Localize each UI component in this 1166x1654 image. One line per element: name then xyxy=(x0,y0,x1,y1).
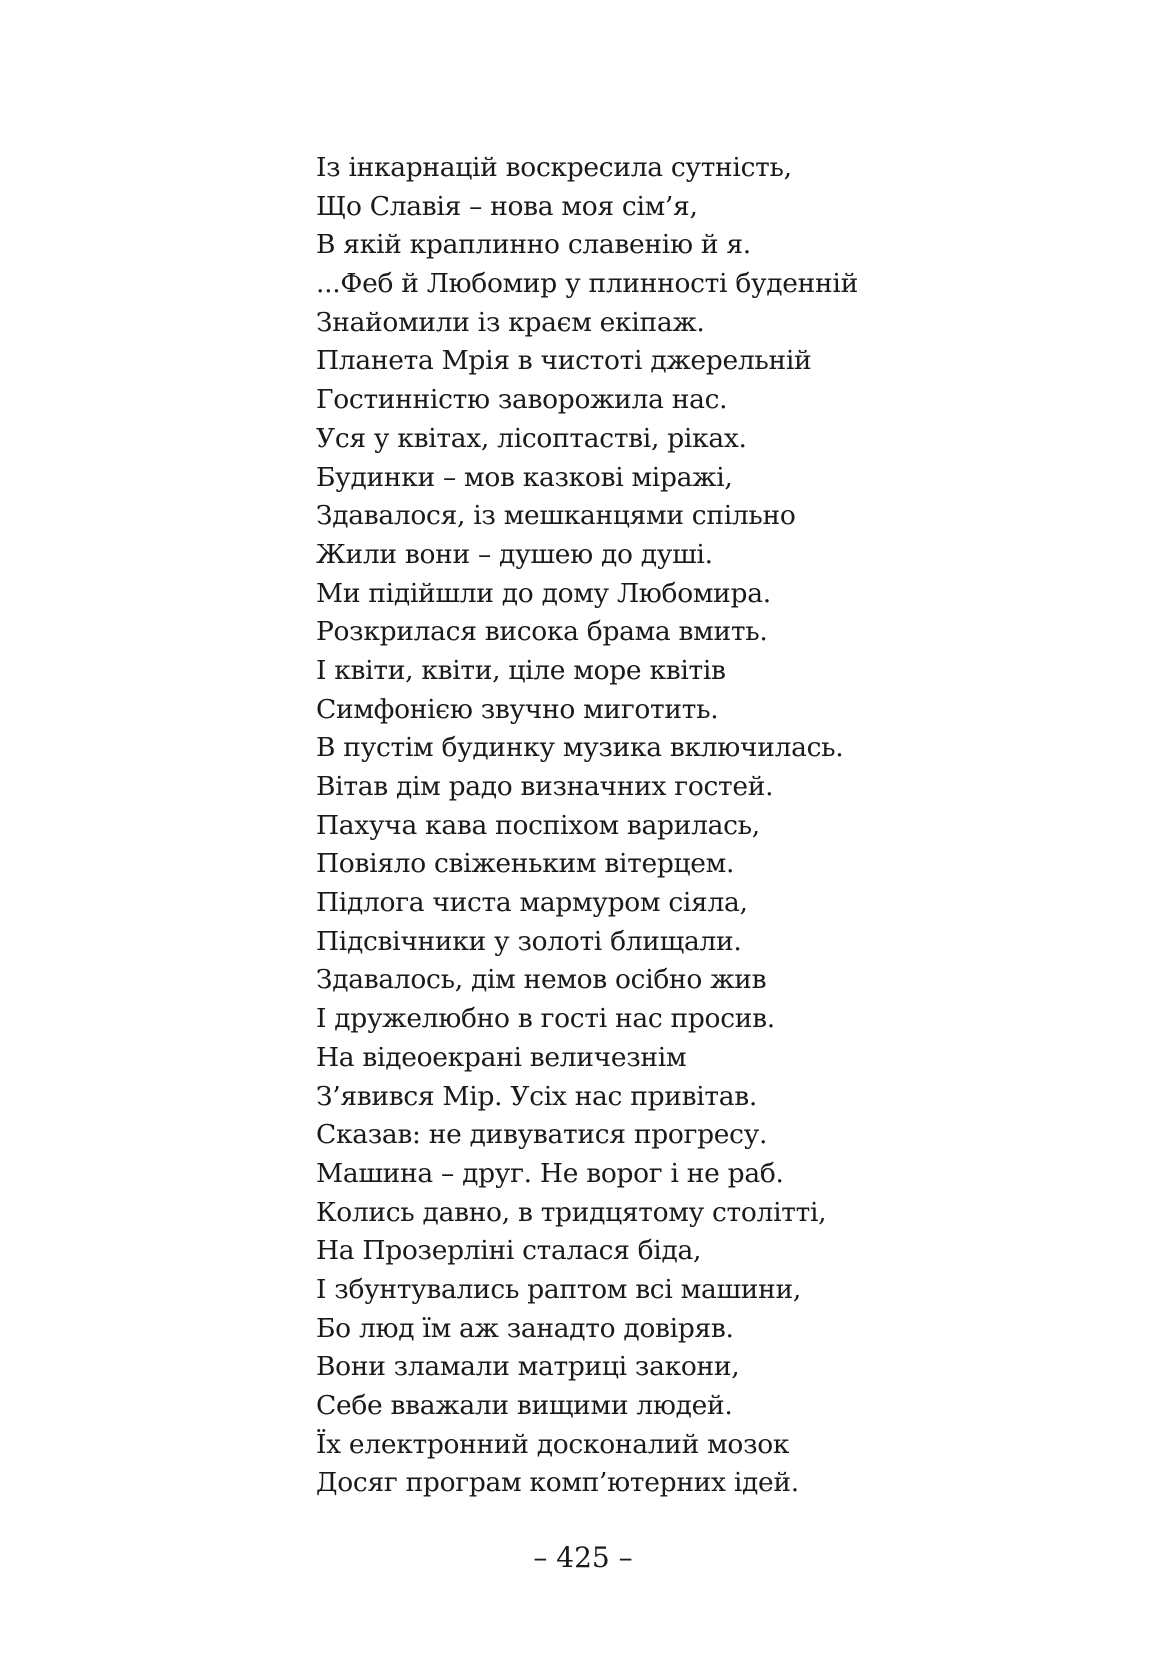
poem-line: Гостинністю заворожила нас. xyxy=(316,384,728,416)
poem-line: Уся у квітах, лісоптастві, ріках. xyxy=(316,422,747,454)
poem-line: Ми підійшли до дому Любомира. xyxy=(316,577,771,609)
poem-line: Здавалося, із мешканцями спільно xyxy=(316,500,796,532)
poem-line: Колись давно, в тридцятому столітті, xyxy=(316,1196,827,1228)
poem-line: Досяг програм комп’ютерних ідей. xyxy=(316,1467,799,1499)
poem-line: На Прозерліні сталася біда, xyxy=(316,1235,702,1267)
poem-line: Жили вони – душею до душі. xyxy=(316,538,713,570)
poem-line: Підлога чиста мармуром сіяла, xyxy=(316,887,748,919)
poem-line: Бо люд їм аж занадто довіряв. xyxy=(316,1312,734,1344)
poem-line: В якій краплинно славенію й я. xyxy=(316,229,751,261)
poem-line: Будинки – мов казкові міражі, xyxy=(316,461,733,493)
poem-line: Себе вважали вищими людей. xyxy=(316,1390,733,1421)
poem-line: Симфонією звучно миготить. xyxy=(316,693,719,725)
poem-line: ...Феб й Любомир у плинності буденній xyxy=(316,268,858,300)
poem-line: Повіяло свіженьким вітерцем. xyxy=(316,848,735,880)
poem-line: На відеоекрані величезнім xyxy=(316,1041,687,1073)
page-number: – 425 – xyxy=(533,1541,633,1574)
poem-line: Планета Мрія в чистоті джерельній xyxy=(316,345,812,377)
poem-line: І збунтувались раптом всі машини, xyxy=(316,1273,802,1305)
poem-line: Здавалось, дім немов осібно жив xyxy=(316,964,767,996)
poem-line: Знайомили із краєм екіпаж. xyxy=(316,306,705,338)
poem-line: Їх електронний досконалий мозок xyxy=(316,1428,790,1460)
poem-line: Із інкарнацій воскресила сутність, xyxy=(316,152,792,183)
poem-line: Розкрилася висока брама вмить. xyxy=(316,616,768,648)
poem-line: Підсвічники у золоті блищали. xyxy=(316,925,742,957)
poem-line: З’явився Мір. Усіх нас привітав. xyxy=(316,1080,758,1112)
poem-line: Що Славія – нова моя сім’я, xyxy=(316,190,698,222)
poem-line: Вітав дім радо визначних гостей. xyxy=(316,771,774,802)
poem-line: Пахуча кава поспіхом варилась, xyxy=(316,809,760,841)
poem-line: І дружелюбно в гості нас просив. xyxy=(316,1003,775,1035)
poem-line: В пустім будинку музика включилась. xyxy=(316,732,844,764)
poem-line: Сказав: не дивуватися прогресу. xyxy=(316,1119,768,1151)
poem-line: Машина – друг. Не ворог і не раб. xyxy=(316,1157,784,1189)
poem-line: Вони зламали матриці закони, xyxy=(316,1351,740,1383)
poem-text xyxy=(316,149,1036,1503)
poem-line: І квіти, квіти, ціле море квітів xyxy=(316,654,726,686)
